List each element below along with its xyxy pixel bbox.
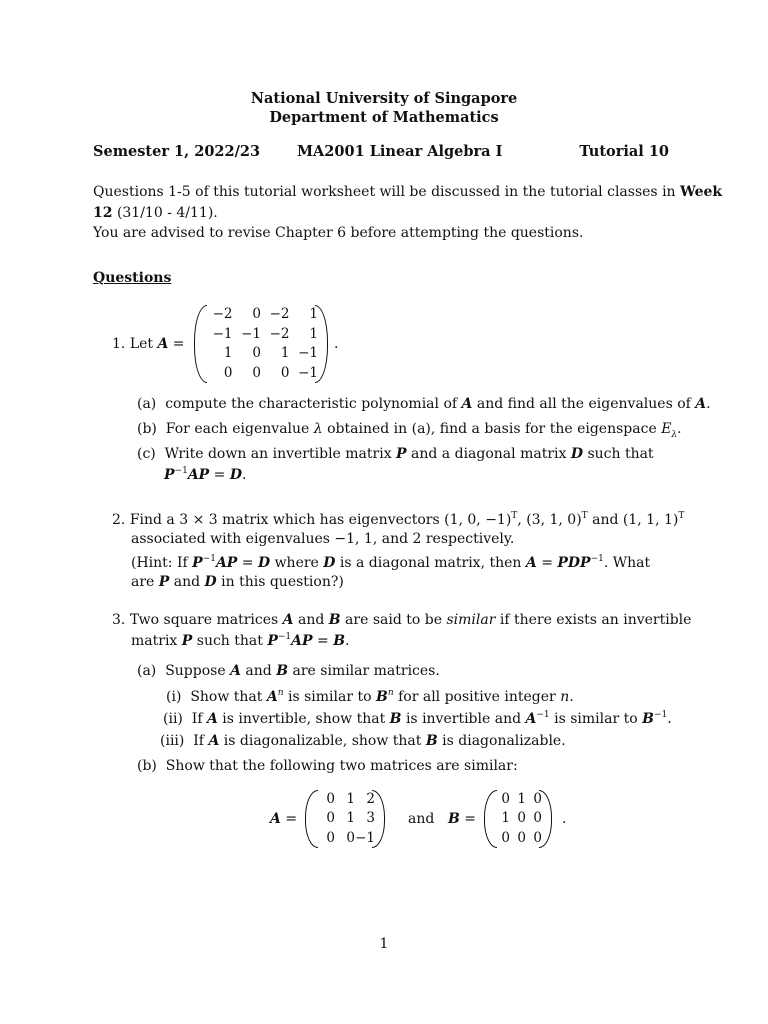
q3b: (b) Show that the following two matrices are similar:: [137, 758, 518, 774]
q3-matrix-a-cell: −1: [355, 829, 375, 846]
q3-matrix-a-cell: 0: [326, 790, 335, 807]
q1-matrix-cell: 1: [223, 345, 233, 361]
q3a: (a) Suppose A and B are similar matrices.: [137, 663, 440, 679]
q3-matrix-b-cell: 1: [501, 810, 510, 827]
q1-matrix-cell: 0: [280, 364, 290, 381]
q2-hint-2: are P and D in this question?): [131, 574, 344, 590]
q1a: (a) compute the characteristic polynomial of A and find all the eigenvalues of A.: [137, 396, 711, 412]
q1-matrix-cell: −2: [269, 306, 290, 322]
q3-matrix-b-cell: 0: [517, 829, 526, 846]
q3-line-1: 3. Two square matrices A and B are said to be similar if there exists an invertible: [112, 612, 692, 628]
intro-line-2: 12 (31/10 - 4/11).: [93, 205, 218, 221]
q1-matrix-cell: 0: [252, 364, 261, 381]
q3a-iii: (iii) If A is diagonalizable, show that B is diagonalizable.: [160, 733, 566, 749]
q3-matrix-a-cell: 1: [346, 790, 355, 807]
q1-matrix-cell: 1: [309, 325, 318, 342]
q1-matrix-cell: −2: [212, 306, 233, 322]
q2-hint-1: (Hint: If $P^{-1}AP = D$ where D is a diagonal matrix, then $A = PDP^{-1}$. What: [131, 554, 651, 571]
q1-matrix-cell: 0: [252, 306, 261, 322]
q1b: (b) For each eigenvalue λ obtained in (a), find a basis for the eigenspace $E_\lambda$.: [137, 421, 682, 440]
q3-matrix-b-cell: 0: [501, 790, 510, 807]
q1-matrix-cell: 1: [280, 345, 290, 361]
q1-matrix-cell: −1: [212, 325, 233, 342]
semester: Semester 1, 2022/23: [93, 143, 261, 160]
q1-matrix-cell: 0: [223, 364, 233, 381]
q3-matrix-B: [484, 790, 552, 848]
q3-matrix-a-cell: 2: [366, 790, 375, 807]
q1-matrix-A: [194, 305, 328, 383]
q3-matrix-b-cell: 0: [533, 790, 542, 807]
q2-line-2: associated with eigenvalues −1, 1, and 2 respectively.: [131, 531, 515, 547]
q1-matrix-cell: 1: [309, 306, 318, 322]
page-number: 1: [379, 936, 389, 952]
tutorial-number: Tutorial 10: [579, 143, 669, 160]
intro-line-3: You are advised to revise Chapter 6 before attempting the questions.: [93, 225, 584, 241]
q3-matrix-a-cell: 0: [326, 810, 335, 827]
university-name: National University of Singapore: [250, 90, 518, 107]
q2-line-1: 2. Find a 3 × 3 matrix which has eigenvectors (1, 0, −1)$^T$, (3, 1, 0)$^T$ and (1, 1, 1)$^T$: [112, 511, 685, 528]
and-word: and: [408, 811, 435, 827]
q3a-i: (i) Show that $A^n$ is similar to $B^n$ for all positive integer n.: [166, 688, 574, 705]
q3a-ii: (ii) If A is invertible, show that B is invertible and $A^{-1}$ is similar to $B^{-1}$.: [163, 710, 672, 727]
q1c: (c) Write down an invertible matrix P and a diagonal matrix D such that: [137, 446, 654, 462]
section-title: Questions: [93, 270, 172, 286]
course-title: MA2001 Linear Algebra I: [297, 143, 503, 160]
q3-matrix-a-cell: 1: [346, 810, 355, 827]
q3-matrix-b-cell: 0: [533, 829, 542, 846]
q3-line-2: matrix P such that $P^{-1}AP = B$.: [131, 632, 350, 649]
q3-matrix-b-cell: 0: [517, 810, 526, 827]
intro-line-1: Questions 1-5 of this tutorial worksheet will be discussed in the tutorial classes in Week: [93, 184, 723, 200]
q1-matrix-cell: −1: [241, 325, 261, 342]
q1-matrix-cell: −2: [269, 325, 290, 342]
q1-matrix-cell: −1: [298, 364, 318, 381]
q3-matrix-a-cell: 0: [346, 829, 355, 846]
q3-matrix-A: [305, 790, 385, 848]
q1-lead: 1. Let A =: [112, 336, 185, 352]
q1-matrix-cell: −1: [298, 345, 318, 361]
q3-matrix-a-cell: 3: [366, 810, 375, 827]
department-name: Department of Mathematics: [269, 109, 499, 126]
q3-matrix-a-cell: 0: [326, 829, 335, 846]
q3-matrix-b-cell: 0: [533, 810, 542, 827]
q3-matrix-b-cell: 1: [517, 790, 526, 807]
q1-matrix-cell: 0: [252, 345, 261, 361]
q3-matrix-b-cell: 0: [501, 829, 510, 846]
